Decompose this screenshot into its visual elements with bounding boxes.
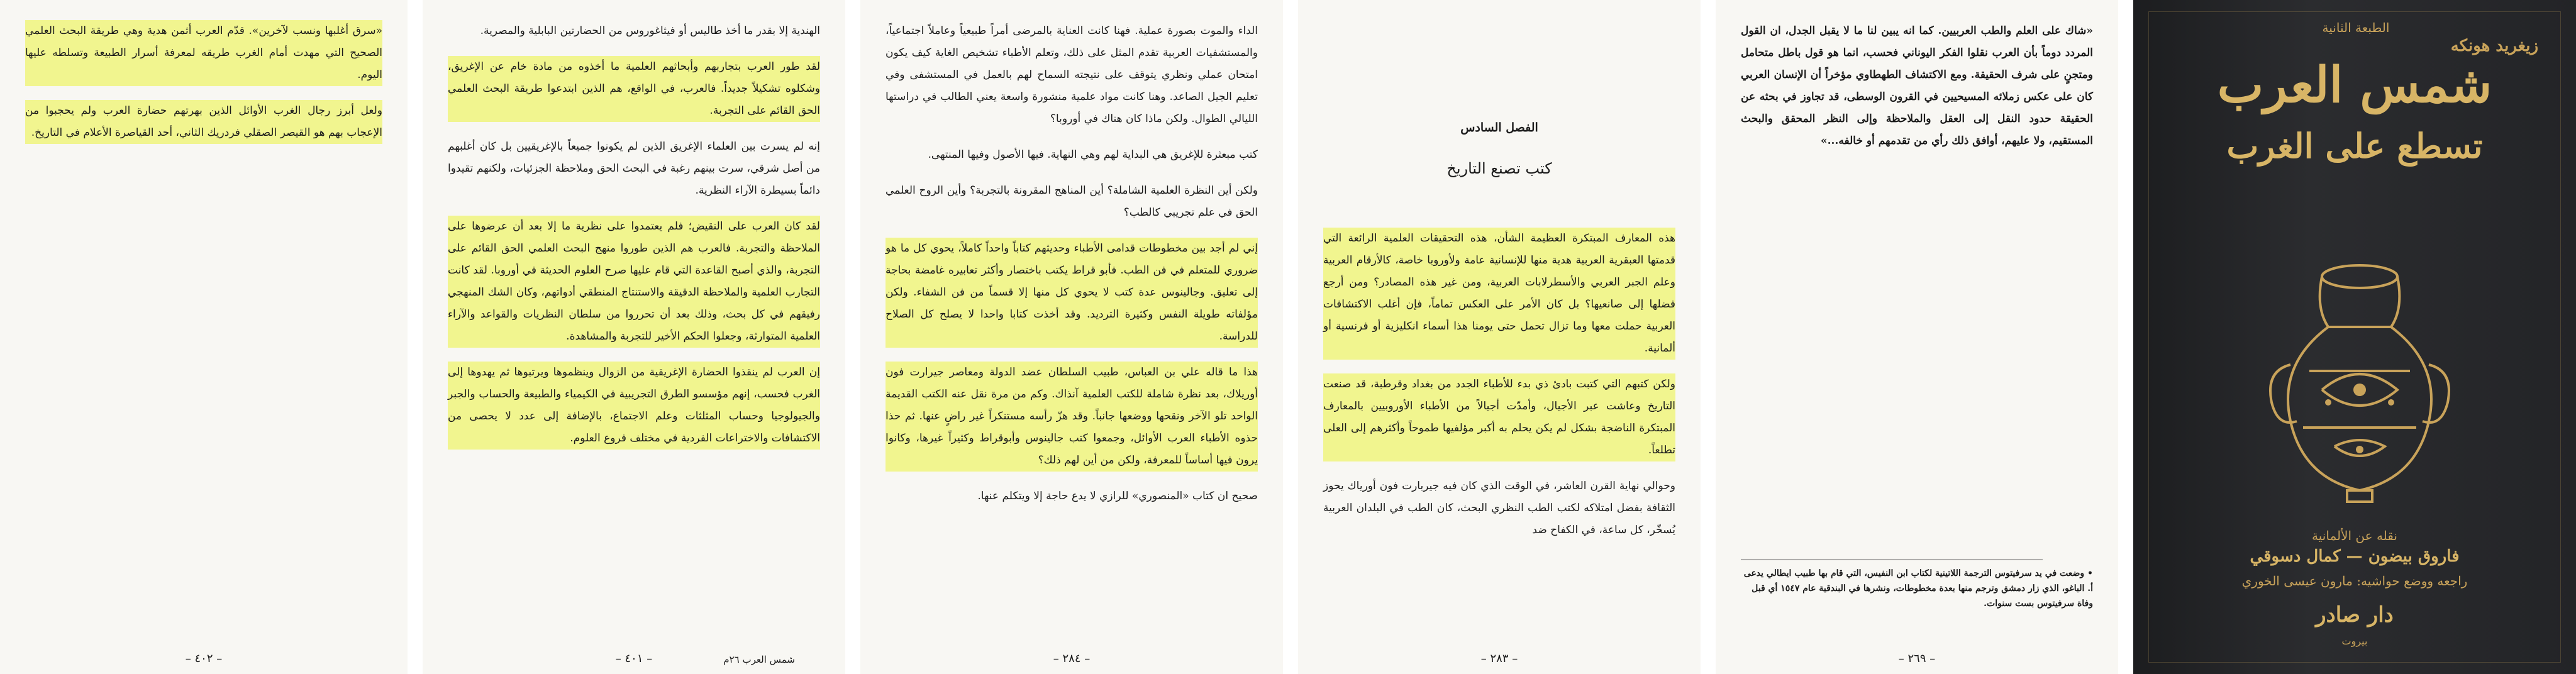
cover-publisher: دار صادر [2316, 602, 2394, 627]
paragraph: ولكن أين النظرة العلمية الشاملة؟ أين المناهج المقرونة بالتجربة؟ وأين الروح العلمي الحق في علم تجريبي كالطب؟ [886, 184, 1258, 219]
paragraph: صحيح ان كتاب «المنصوري» للرازي لا يدع حاجة إلا ويتكلم عنها. [977, 490, 1258, 502]
footnote: • وضعت في يد سرفيتوس الترجمة اللاتينية لكتاب ابن النفيس، التي قام بها طبيب ايطالي يدعى أ. الباغو، الذي زار دمشق وترجم منها بعدة مخطوطات، ونشرها في البندقية عام ١٥٤٧ أي قبل وفاة سرفيتوس بست سنوات. [1743, 568, 2093, 609]
cover-edition: الطبعة الثانية [2322, 20, 2390, 35]
running-head: شمس العرب ٢٦م [723, 654, 795, 665]
book-cover [2133, 0, 2576, 674]
page-number: – ٤٠١ – [615, 652, 653, 665]
paragraph: وحوالي نهاية القرن العاشر، في الوقت الذي كان فيه جيربارت فون أورياك يحوز الثقافة بفضل امتلاكه لكتب الطب النظري البحث، كان الطب في البلدان العربية يُسخّر، كل ساعة، في الكفاح ضد [1323, 480, 1675, 536]
page-number: – ٢٨٣ – [1480, 652, 1518, 665]
paragraph: لقد كان العرب على النقيض؛ فلم يعتمدوا على نظرية ما إلا بعد أن عرضوها على الملاحظة والتجربة. فالعرب هم الذين طوروا منهج البحث العلمي الحق القائم على التجربة، والذي أصبح القاعدة التي قام عليها صرح العلوم الحديثة في أوروبا. لقد كانت التجارب العلمية والملاحظة الدقيقة والاستنتاج المنطقي أدواتهم، وكان الشك المنهجي رفيقهم في كل بحث، وذلك بعد أن تحرروا من سلطان النظريات والقواعد والآراء العلمية المتوارثة، وجعلوا الحكم الأخير للتجربة والمشاهدة. [448, 216, 820, 348]
cover-translators: فاروق بيضون — كمال دسوقي [2250, 547, 2460, 566]
vase-icon [2253, 239, 2467, 509]
book-page-283 [1298, 0, 1701, 674]
page-number: – ٤٠٢ – [185, 652, 223, 665]
cover-translated-label: نقله عن الألمانية [2312, 528, 2397, 543]
paragraph: الهندية إلا بقدر ما أخذ طاليس أو فيثاغوروس من الحضارتين البابلية والمصرية. [480, 25, 820, 37]
cover-title: شمس العرب [2217, 57, 2492, 114]
paragraph: «شاك على العلم والطب العربيين. كما انه يبين لنا ما لا يقبل الجدل، ان القول المردد دوماً بأن العرب نقلوا الفكر اليوناني فحسب، انما هو قول باطل متحامل ومتجنٍ على شرف الحقيقة. ومع الاكتشاف الطهطاوي مؤخراً أن الإنسان العربي كان على عكس زملائه المسيحيين في القرون الوسطى، قد تجاوز في بحثه عن الحقيقة حدود النقل إلى العقل والملاحظة وإلى النظر المحقق والبحث المستقيم، ولا عليهم، أوافق ذلك رأي من تقدمهم أو خالفه...» [1741, 25, 2093, 147]
book-page-284 [860, 0, 1283, 674]
paragraph: لقد طور العرب بتجاربهم وأبحاثهم العلمية ما أخذوه من مادة خام عن الإغريق، وشكلوه تشكيلاً جديداً. فالعرب، في الواقع، هم الذين ابتدعوا طريقة البحث العلمي الحق القائم على التجربة. [448, 56, 820, 122]
paragraph: إنه لم يسرت بين العلماء الإغريق الذين لم يكونوا جميعاً بالإغريقيين بل كان أغلبهم من أصل شرقي، سرت بينهم رغبة في البحث الحق وملاحظة الجزئيات، ولكنهم تقيدوا دائماً بسيطرة الآراء النظرية. [448, 140, 820, 197]
paragraph: إني لم أجد بين مخطوطات قدامى الأطباء وحديثهم كتاباً واحداً كاملاً، يحوي كل ما هو ضروري للمتعلم في فن الطب. فأبو قراط يكتب باختصار وأكثر تعابيره غامضة بحاجة إلى تعليق. وجالينوس عدة كتب لا يحوي كل منها إلا قسماً من فن الشفاء. ولكن مؤلفاته طويلة النفس وكثيرة الترديد. وقد أخذت كتابا واحدا لا يصلح كل الصلاح للدراسة. [886, 238, 1258, 348]
page-number: – ٢٨٤ – [1053, 652, 1091, 665]
book-page-402 [0, 0, 408, 674]
chapter-label: الفصل السادس [1460, 121, 1538, 135]
paragraph: ولعل أبرز رجال الغرب الأوائل الذين بهرتهم حضارة العرب ولم يحجبوا من الإعجاب بهم هو القيصر الصقلي فردريك الثاني، أحد القياصرة الأعلام في التاريخ. [25, 100, 382, 144]
chapter-title: كتب تصنع التاريخ [1446, 160, 1552, 177]
paragraph: هذا ما قاله علي بن العباس، طبيب السلطان عضد الدولة ومعاصر جيرارت فون أوريلاك، بعد نظرة شاملة للكتب العلمية آنذاك. وكم من مرة نقل عنه الكتب القديمة الواحد تلو الآخر ونقحها ووضعها جانباً. وقد هزّ رأسه مستنكراً غير راضٍ عنها. ثم حذا حذوه الأطباء العرب الأوائل، وجمعوا كتب جالينوس وأبوقراط وكثيراً غيرها، وكانوا يرون فيها أساساً للمعرفة، ولكن من أين لهم ذلك؟ [886, 362, 1258, 472]
paragraph: كتب مبعثرة للإغريق هي البداية لهم وهي النهاية. فيها الأصول وفيها المنتهى. [928, 148, 1258, 161]
book-page-401 [423, 0, 845, 674]
paragraph: «سرق أغلبها ونسب لآخرين». قدّم العرب أثمن هدية وهي طريقة البحث العلمي الصحيح التي مهدت أمام الغرب طريقه لمعرفة أسرار الطبيعة وتسلطه عليها اليوم. [25, 20, 382, 86]
paragraph: ولكن كتبهم التي كتبت بادئ ذي بدء للأطباء الجدد من بغداد وقرطبة، قد صنعت التاريخ وعاشت عبر الأجيال، وأمدّت أجيالاً من الأطباء الأوروبيين بالمعارف المبتكرة الناضجة بشكل لم يكن يحلم به أكبر مؤلفيها طموحاً وأكثرهم إلى العلى تطلعاً. [1323, 373, 1675, 461]
book-page-269 [1716, 0, 2118, 674]
cover-reviewer: راجعه ووضع حواشيه: مارون عيسى الخوري [2241, 573, 2468, 588]
paragraph: هذه المعارف المبتكرة العظيمة الشأن، هذه التحقيقات العلمية الرائعة التي قدمتها العبقرية العربية هدية منها للإنسانية عامة ولأوروبا خاصة، كالأرقام العربية وعلم الجبر العربي والأسطرلابات العربية، ومن غير هذه المصادر؟ ومن أرجع فضلها إلى صانعيها؟ بل كان الأمر على العكس تماماً، فإن أغلب الاكتشافات العربية حملت معها وما تزال تحمل حتى يومنا هذا أسماء انكليزية أو فرنسية أو ألمانية. [1323, 228, 1675, 360]
paragraph: الداء والموت بصورة عملية. فهنا كانت العناية بالمرضى أمراً طبيعياً وعاملاً اجتماعياً، والمستشفيات العربية تقدم المثل على ذلك، وتعلم الأطباء تشخيص الغاية كيف يكون امتحان عملي ونظري يتوقف على نتيجته السماح لهم بالعمل في المستشفى وفي تعليم الجيل الصاعد. وهنا كانت مواد علمية منشورة واسعة يعني الطالب في دراستها الليالي الطوال. ولكن ماذا كان هناك في أوروبا؟ [886, 25, 1258, 125]
paragraph: إن العرب لم ينقذوا الحضارة الإغريقية من الزوال وينظموها ويرتبوها ثم يهدوها إلى الغرب فحسب، إنهم مؤسسو الطرق التجريبية في الكيمياء والطبيعة والحساب والجبر والجيولوجيا وحساب المثلثات وعلم الاجتماع، بالإضافة إلى عدد لا يحصى من الاكتشافات والاختراعات الفردية في مختلف فروع العلوم. [448, 362, 820, 450]
page-number: – ٢٦٩ – [1898, 652, 1936, 665]
cover-author: زيغريد هونكه [2450, 36, 2538, 55]
cover-city: بيروت [2341, 635, 2368, 647]
cover-subtitle: تسطع على الغرب [2226, 126, 2483, 166]
